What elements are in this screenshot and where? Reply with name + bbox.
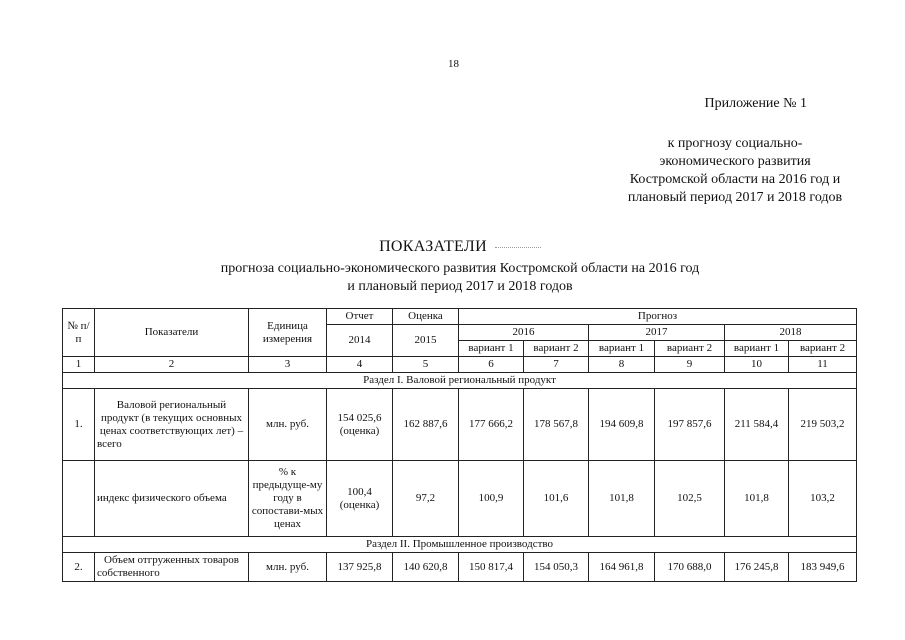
row-value: 100,4 (оценка) — [327, 461, 393, 537]
appendix-title: Приложение № 1 — [704, 96, 807, 111]
appendix-subtitle — [600, 135, 870, 207]
row-value: 102,5 — [655, 461, 725, 537]
column-number-row — [63, 357, 857, 373]
indicators-table — [62, 308, 857, 582]
section-row — [63, 373, 857, 389]
header-variant: вариант 2 — [789, 341, 857, 357]
header-num: № п/п — [63, 309, 95, 357]
row-value: 154 025,6 (оценка) — [327, 389, 393, 461]
row-value: 211 584,4 — [725, 389, 789, 461]
header-unit: Единица измерения — [249, 309, 327, 357]
appendix-line: экономического развития — [659, 154, 811, 169]
header-variant: вариант 1 — [725, 341, 789, 357]
appendix-line: к прогнозу социально- — [667, 136, 803, 151]
header-year: 2017 — [589, 325, 725, 341]
col-number: 6 — [459, 357, 524, 373]
row-value: 170 688,0 — [655, 553, 725, 582]
row-value: 154 050,3 — [524, 553, 589, 582]
row-indicator: Валовой региональный продукт (в текущих основных ценах соответствующих лет) – всего — [95, 389, 249, 461]
row-value: 162 887,6 — [393, 389, 459, 461]
header-estimate-year: 2015 — [393, 325, 459, 357]
row-value: 194 609,8 — [589, 389, 655, 461]
row-value: 150 817,4 — [459, 553, 524, 582]
row-indicator: Объем отгруженных товаров собственного — [95, 553, 249, 582]
row-value: 97,2 — [393, 461, 459, 537]
appendix-line: Костромской области на 2016 год и — [629, 172, 841, 187]
header-forecast: Прогноз — [459, 309, 857, 325]
row-number: 1. — [63, 389, 95, 461]
row-value: 100,9 — [459, 461, 524, 537]
row-value: 197 857,6 — [655, 389, 725, 461]
row-indicator: индекс физического объема — [95, 461, 249, 537]
col-number: 10 — [725, 357, 789, 373]
col-number: 3 — [249, 357, 327, 373]
header-variant: вариант 2 — [655, 341, 725, 357]
document-heading — [160, 238, 760, 296]
header-indicator: Показатели — [95, 309, 249, 357]
page-number: 18 — [448, 58, 459, 70]
row-value: 178 567,8 — [524, 389, 589, 461]
col-number: 1 — [63, 357, 95, 373]
row-value: 177 666,2 — [459, 389, 524, 461]
header-year: 2016 — [459, 325, 589, 341]
row-unit: млн. руб. — [249, 553, 327, 582]
row-value: 164 961,8 — [589, 553, 655, 582]
row-value: 140 620,8 — [393, 553, 459, 582]
col-number: 5 — [393, 357, 459, 373]
col-number: 11 — [789, 357, 857, 373]
header-variant: вариант 2 — [524, 341, 589, 357]
row-unit: млн. руб. — [249, 389, 327, 461]
section-title: Раздел II. Промышленное производство — [63, 537, 857, 553]
heading-subtitle: прогноза социально-экономического развития Костромской области на 2016 год и плановый период 2017 и 2018 годов — [220, 261, 700, 294]
row-number — [63, 461, 95, 537]
section-row — [63, 537, 857, 553]
row-value: 176 245,8 — [725, 553, 789, 582]
row-value: 101,8 — [725, 461, 789, 537]
table-row — [63, 553, 857, 582]
header-report: Отчет — [327, 309, 393, 325]
appendix-line: плановый период 2017 и 2018 годов — [627, 190, 843, 205]
col-number: 7 — [524, 357, 589, 373]
header-report-year: 2014 — [327, 325, 393, 357]
table-row — [63, 389, 857, 461]
header-estimate: Оценка — [393, 309, 459, 325]
col-number: 8 — [589, 357, 655, 373]
col-number: 9 — [655, 357, 725, 373]
row-unit: % к предыдуще-му году в сопостави-мых ценах — [249, 461, 327, 537]
col-number: 2 — [95, 357, 249, 373]
heading-title: ПОКАЗАТЕЛИ — [160, 238, 760, 256]
row-value: 103,2 — [789, 461, 857, 537]
row-value: 183 949,6 — [789, 553, 857, 582]
row-value: 137 925,8 — [327, 553, 393, 582]
header-year: 2018 — [725, 325, 857, 341]
row-number: 2. — [63, 553, 95, 582]
header-variant: вариант 1 — [589, 341, 655, 357]
row-value: 101,6 — [524, 461, 589, 537]
header-variant: вариант 1 — [459, 341, 524, 357]
col-number: 4 — [327, 357, 393, 373]
table-row — [63, 461, 857, 537]
header-row — [63, 309, 857, 325]
section-title: Раздел I. Валовой региональный продукт — [63, 373, 857, 389]
row-value: 219 503,2 — [789, 389, 857, 461]
row-value: 101,8 — [589, 461, 655, 537]
